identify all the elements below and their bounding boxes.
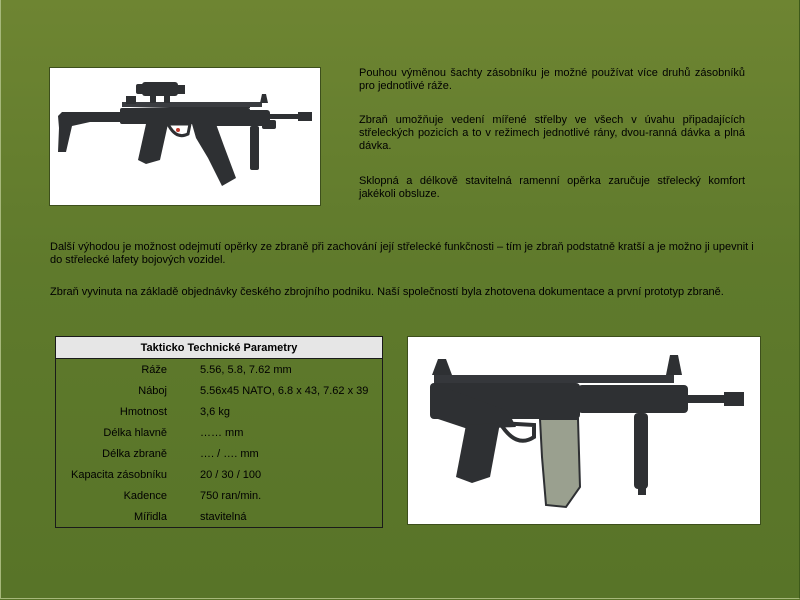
table-row xyxy=(56,359,383,381)
table-row xyxy=(56,380,383,401)
firing-modes-text: Zbraň umožňuje vedení mířené střelby ve všech v úvahu připadajících střeleckých pozicích a to v režimech jednotlivé rány, dvou-ranná dávka a plná dávka. xyxy=(359,114,745,152)
param-label: Délka hlavně xyxy=(103,426,167,439)
param-value: 5.56x45 NATO, 6.8 x 43, 7.62 x 39 xyxy=(200,384,369,397)
table-row xyxy=(56,485,383,506)
table-row xyxy=(56,422,383,443)
rifle-photo xyxy=(49,67,321,206)
param-label: Délka zbraně xyxy=(102,447,167,460)
table-row xyxy=(56,401,383,422)
parameters-table xyxy=(55,336,383,528)
development-text: Zbraň vyvinuta na základě objednávky českého zbrojního podniku. Naší společností byla zhotovena dokumentace a první prototyp zbraně. xyxy=(50,286,724,298)
param-value: …… mm xyxy=(200,426,244,439)
param-value: 3,6 kg xyxy=(200,405,230,418)
carbine-photo xyxy=(407,336,761,525)
param-value: stavitelná xyxy=(200,510,247,523)
param-value: 5.56, 5.8, 7.62 mm xyxy=(200,363,292,376)
param-label: Kadence xyxy=(123,489,167,502)
stock-removal-text: Další výhodou je možnost odejmutí opěrky ze zbraně při zachování její střelecké funkčnosti – tím je zbraň podstatně kratší a je možno ji upevnit i do střelecké lafety bojových vozidel. xyxy=(50,241,754,266)
param-value: 20 / 30 / 100 xyxy=(200,468,262,481)
param-label: Ráže xyxy=(141,363,167,376)
stock-text: Sklopná a délkově stavitelná ramenní opěrka zaručuje střelecký komfort jakékoli obsluze. xyxy=(359,175,745,200)
table-row xyxy=(56,464,383,485)
rifle-illustration xyxy=(50,68,320,205)
magazine-text: Pouhou výměnou šachty zásobníku je možné používat více druhů zásobníků pro jednotlivé ráže. xyxy=(359,67,745,92)
param-label: Kapacita zásobníku xyxy=(70,468,167,481)
table-row xyxy=(56,443,383,464)
param-label: Hmotnost xyxy=(119,405,167,418)
param-value: 750 ran/min. xyxy=(200,489,262,502)
param-label: Náboj xyxy=(138,384,167,397)
param-value: …. / …. mm xyxy=(200,447,259,460)
carbine-illustration xyxy=(408,337,760,524)
param-label: Mířidla xyxy=(133,510,167,523)
table-row xyxy=(56,506,383,528)
parameters-title: Takticko Technické Parametry xyxy=(56,337,383,359)
